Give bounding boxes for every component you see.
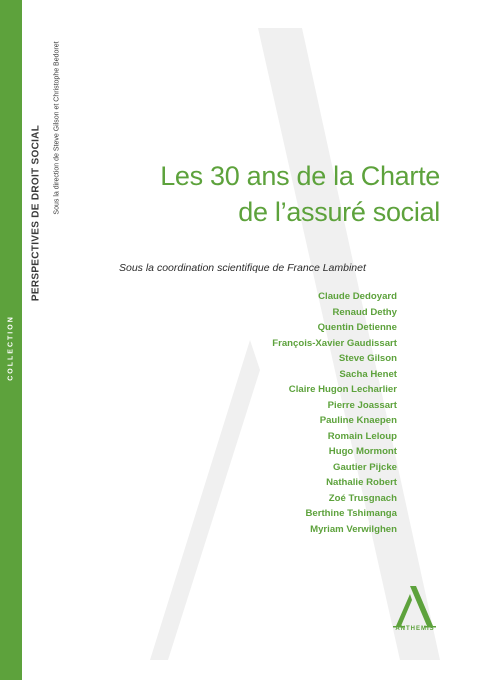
author-name: Claude Dedoyard: [318, 291, 397, 302]
author-name: Berthine Tshimanga: [305, 508, 397, 519]
author-name: Gautier Pijcke: [333, 461, 397, 473]
book-title: [160, 158, 440, 230]
series-direction: Sous la direction de Steve Gilson et Christophe Bedoret: [53, 41, 61, 215]
author-name: Romain Leloup: [327, 430, 397, 442]
book-title-line-2: de l’assuré social: [238, 197, 440, 227]
collection-label: COLLECTION: [7, 315, 15, 381]
author-name: Quentin Detienne: [317, 322, 397, 333]
author-name: Sacha Henet: [339, 368, 397, 380]
publisher-name: ANTHEMIS: [395, 626, 435, 632]
author-name: Zoé Trusgnach: [328, 492, 397, 504]
author-name: Claire Hugon Lecharlier: [288, 384, 397, 395]
author-name: Pierre Joassart: [327, 399, 397, 411]
author-name: Renaud Dethy: [332, 306, 397, 318]
book-title-line-1: Les 30 ans de la Charte: [160, 161, 440, 191]
series-title: PERSPECTIVES DE DROIT SOCIAL: [30, 124, 42, 302]
author-name: François-Xavier Gaudissart: [272, 337, 397, 349]
author-name: Hugo Mormont: [328, 446, 397, 457]
author-list: [272, 289, 397, 537]
coordination-line: Sous la coordination scientifique de France Lambinet: [119, 262, 366, 274]
author-name: Pauline Knaepen: [319, 415, 397, 426]
author-name: Steve Gilson: [338, 353, 397, 364]
author-name: Myriam Verwilghen: [310, 523, 397, 535]
author-name: Nathalie Robert: [326, 477, 397, 488]
